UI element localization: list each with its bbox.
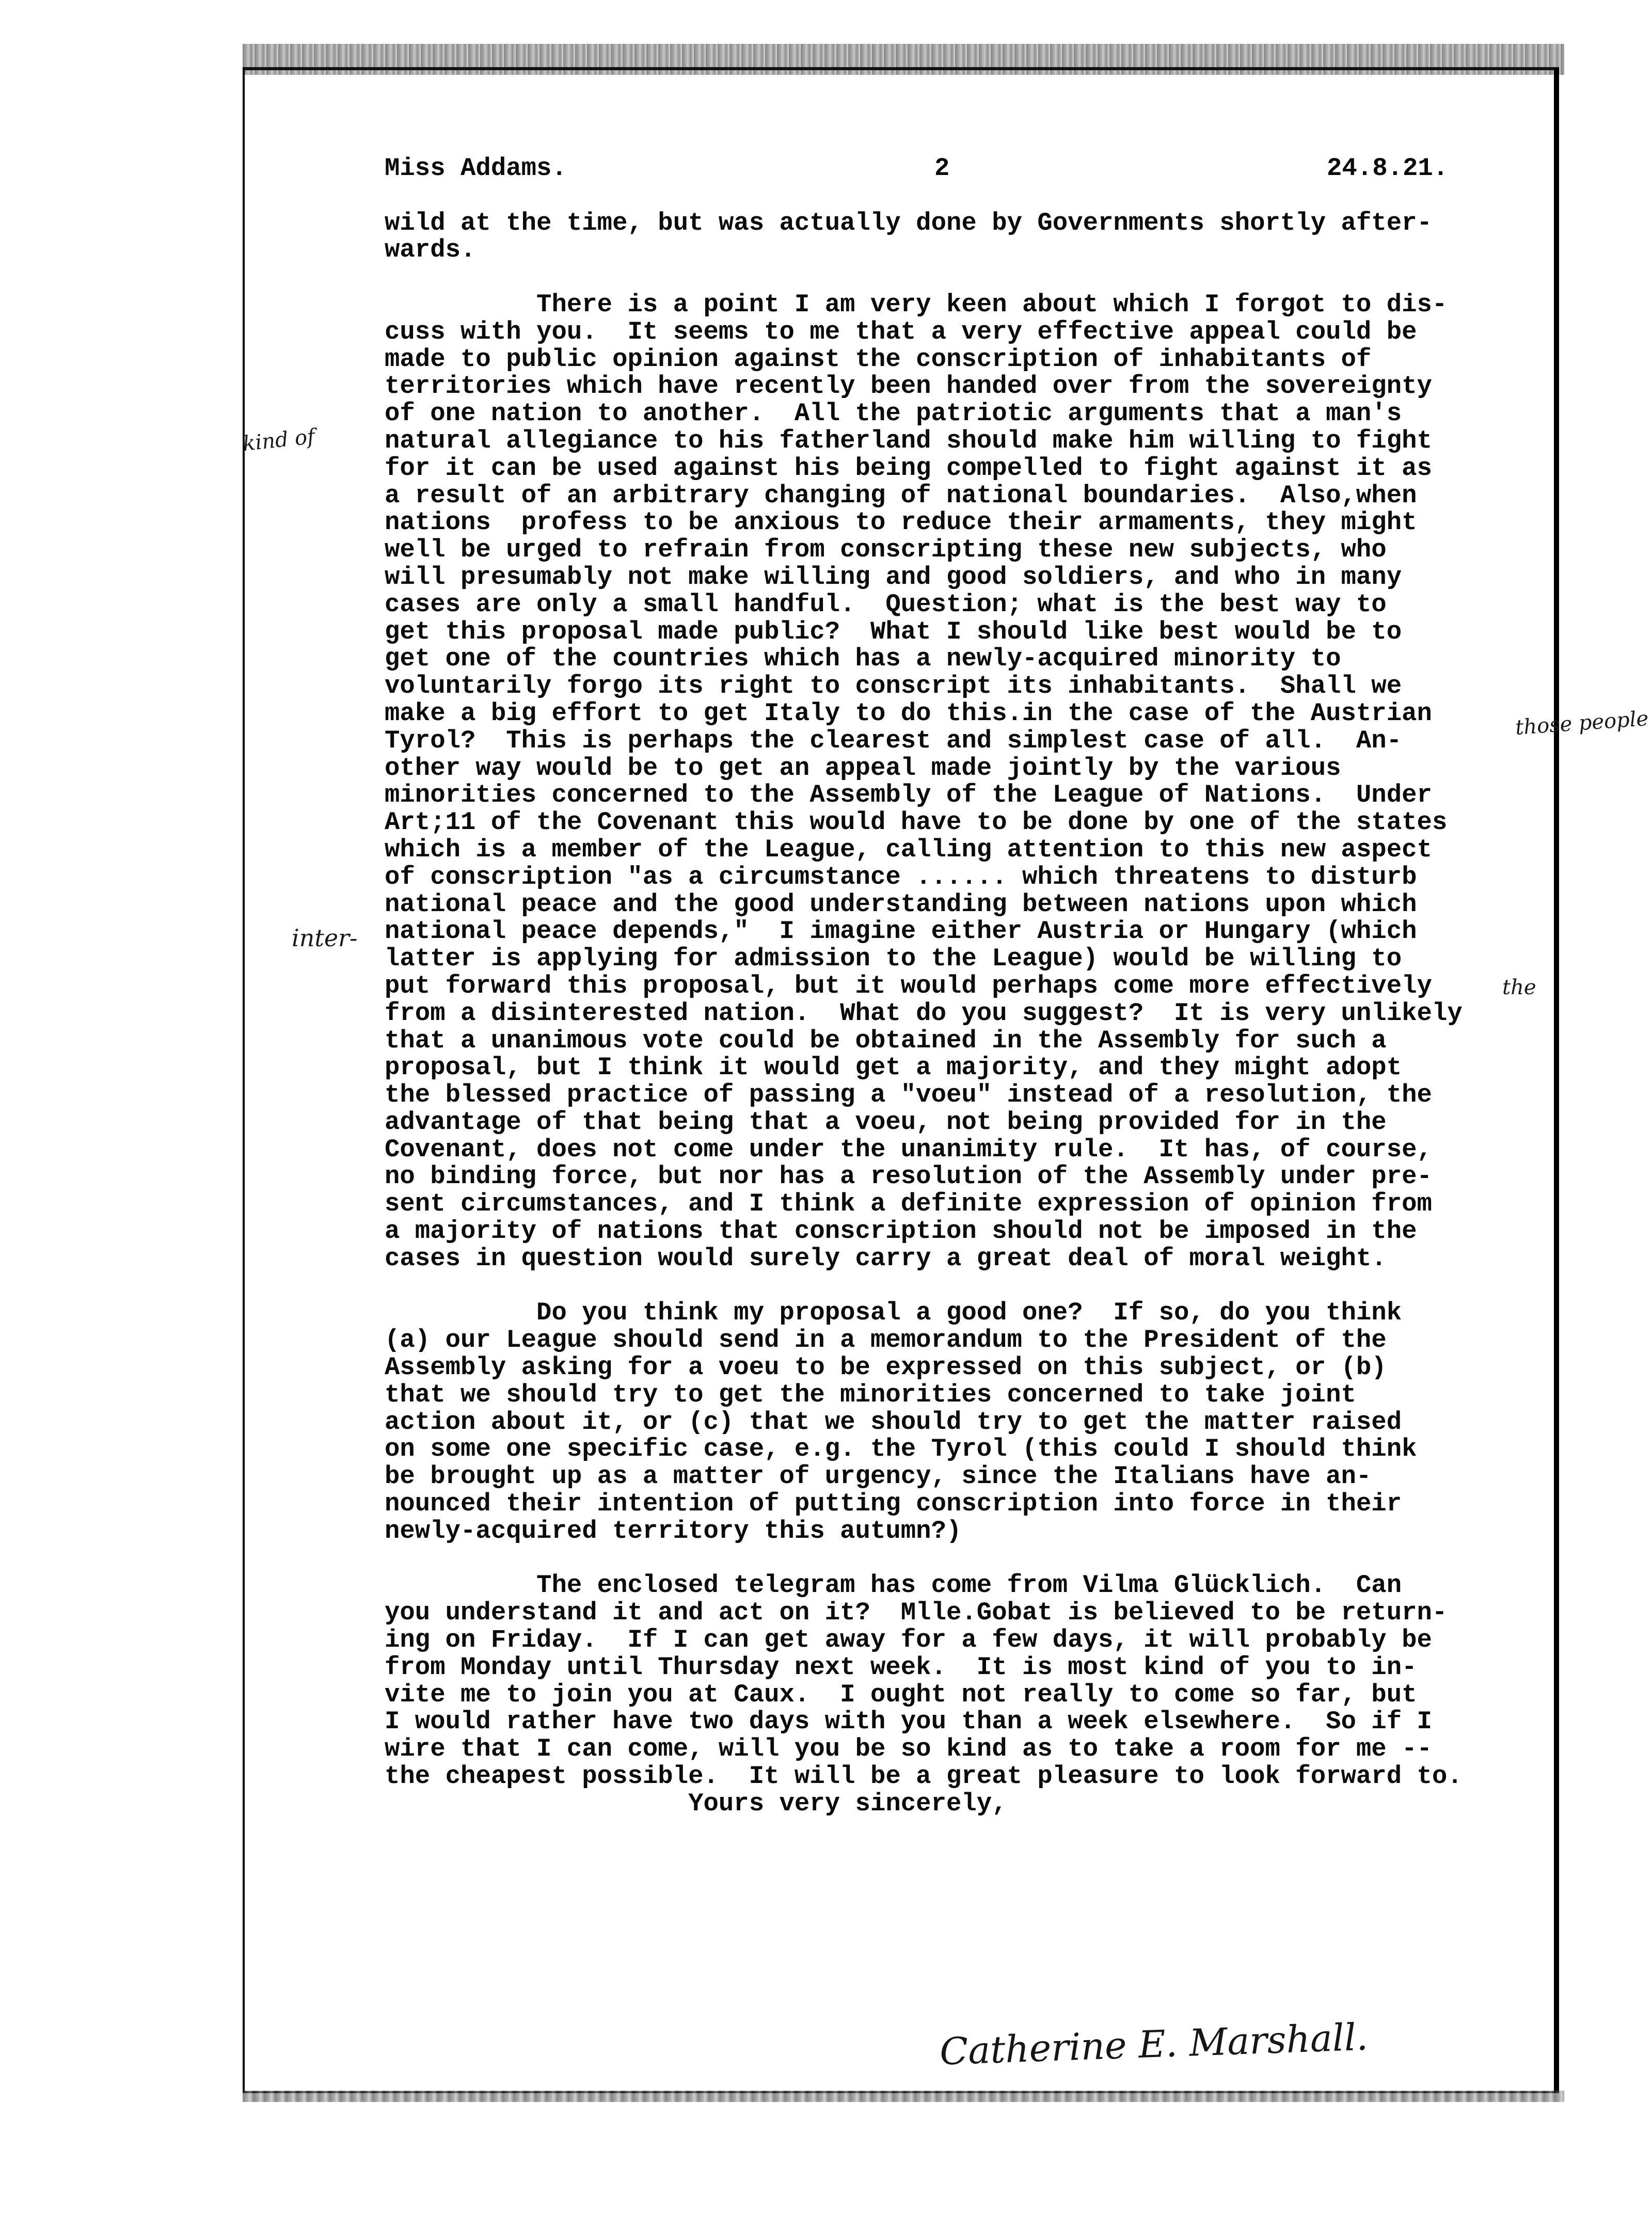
signature: Catherine E. Marshall. bbox=[939, 2015, 1369, 2074]
letter-line: get this proposal made public? What I should like best would be to bbox=[385, 617, 1402, 646]
letter-line: There is a point I am very keen about which I forgot to dis- bbox=[385, 290, 1448, 319]
letter-line: Art;11 of the Covenant this would have to be done by one of the states bbox=[385, 808, 1448, 837]
letter-line: be brought up as a matter of urgency, since the Italians have an- bbox=[385, 1462, 1372, 1491]
letter-line: national peace depends," I imagine either Austria or Hungary (which bbox=[385, 917, 1417, 946]
letter-line: of conscription "as a circumstance ...... which threatens to disturb bbox=[385, 862, 1417, 891]
margin-note-kind-of: kind of bbox=[241, 424, 316, 456]
paragraph-gap bbox=[385, 1272, 1520, 1300]
letter-line: voluntarily forgo its right to conscript its inhabitants. Shall we bbox=[385, 672, 1402, 701]
letter-line: get one of the countries which has a newly-acquired minority to bbox=[385, 644, 1341, 674]
recipient: Miss Addams. bbox=[385, 154, 567, 183]
letter-line: a majority of nations that conscription should not be imposed in the bbox=[385, 1217, 1417, 1246]
letter-line: sent circumstances, and I think a definite expression of opinion from bbox=[385, 1189, 1432, 1219]
letter-line: territories which have recently been handed over from the sovereignty bbox=[385, 372, 1432, 401]
letter-line: which is a member of the League, calling attention to this new aspect bbox=[385, 835, 1432, 864]
letter-line: proposal, but I think it would get a majority, and they might adopt bbox=[385, 1053, 1402, 1082]
letter-line: make a big effort to get Italy to do this.in the case of the Austrian bbox=[385, 698, 1432, 728]
scan-edge-bottom bbox=[243, 2091, 1564, 2102]
letter-line: minorities concerned to the Assembly of the League of Nations. Under bbox=[385, 780, 1432, 810]
letter-line: The enclosed telegram has come from Vilma Glücklich. Can bbox=[385, 1571, 1402, 1600]
letter-line: cases are only a small handful. Question; what is the best way to bbox=[385, 590, 1387, 619]
letter-line: Yours very sincerely, bbox=[385, 1789, 1007, 1818]
letter-line: made to public opinion against the conscription of inhabitants of bbox=[385, 344, 1372, 374]
letter-line: well be urged to refrain from conscripting these new subjects, who bbox=[385, 535, 1387, 565]
letter-line: you understand it and act on it? Mlle.Gobat is believed to be return- bbox=[385, 1598, 1448, 1628]
letter-line: cuss with you. It seems to me that a very effective appeal could be bbox=[385, 317, 1417, 346]
letter-line: vite me to join you at Caux. I ought not really to come so far, but bbox=[385, 1680, 1417, 1709]
letter-line: wild at the time, but was actually done by Governments shortly after- bbox=[385, 208, 1432, 237]
page-number: 2 bbox=[934, 154, 950, 183]
paragraph-gap bbox=[385, 182, 1520, 210]
letter-line: of one nation to another. All the patriotic arguments that a man's bbox=[385, 399, 1402, 428]
letter-body bbox=[385, 155, 1520, 1818]
letter-line: national peace and the good understanding between nations upon which bbox=[385, 889, 1417, 919]
letter-line: cases in question would surely carry a great deal of moral weight. bbox=[385, 1244, 1387, 1273]
margin-note-inter: inter- bbox=[292, 924, 358, 952]
letter-line: that we should try to get the minorities concerned to take joint bbox=[385, 1380, 1356, 1409]
letter-date: 24.8.21. bbox=[1327, 154, 1449, 183]
letter-line: I would rather have two days with you than a week elsewhere. So if I bbox=[385, 1707, 1432, 1737]
letter-line: no binding force, but nor has a resolution of the Assembly under pre- bbox=[385, 1162, 1432, 1191]
letter-header bbox=[385, 155, 1520, 182]
letter-line: put forward this proposal, but it would perhaps come more effectively bbox=[385, 971, 1432, 1000]
letter-line: on some one specific case, e.g. the Tyrol (this could I should think bbox=[385, 1435, 1417, 1464]
letter-line: natural allegiance to his fatherland should make him willing to fight bbox=[385, 426, 1432, 455]
paragraph-gap bbox=[385, 264, 1520, 291]
letter-line: the cheapest possible. It will be a great pleasure to look forward to. bbox=[385, 1762, 1463, 1791]
margin-note-the: the bbox=[1502, 976, 1536, 999]
letter-line: Tyrol? This is perhaps the clearest and simplest case of all. An- bbox=[385, 726, 1402, 755]
margin-note-those-people: those people bbox=[1514, 707, 1649, 740]
letter-line: a result of an arbitrary changing of national boundaries. Also,when bbox=[385, 481, 1417, 510]
letter-line: from a disinterested nation. What do you suggest? It is very unlikely bbox=[385, 998, 1463, 1028]
letter-line: Do you think my proposal a good one? If so, do you think bbox=[385, 1298, 1402, 1328]
letter-line: nations profess to be anxious to reduce their armaments, they might bbox=[385, 508, 1417, 537]
letter-line: ing on Friday. If I can get away for a few days, it will probably be bbox=[385, 1626, 1432, 1655]
letter-line: action about it, or (c) that we should try to get the matter raised bbox=[385, 1407, 1402, 1437]
letter-line: advantage of that being that a voeu, not being provided for in the bbox=[385, 1107, 1387, 1137]
letter-line: that a unanimous vote could be obtained in the Assembly for such a bbox=[385, 1026, 1387, 1055]
letter-line: latter is applying for admission to the League) would be willing to bbox=[385, 944, 1402, 974]
letter-line: for it can be used against his being compelled to fight against it as bbox=[385, 453, 1432, 483]
letter-line: wards. bbox=[385, 235, 476, 265]
letter-line: newly-acquired territory this autumn?) bbox=[385, 1516, 962, 1546]
letter-line: will presumably not make willing and good soldiers, and who in many bbox=[385, 562, 1402, 592]
letter-line: wire that I can come, will you be so kind as to take a room for me -- bbox=[385, 1734, 1432, 1764]
letter-line: nounced their intention of putting conscription into force in their bbox=[385, 1489, 1402, 1519]
letter-line: Assembly asking for a voeu to be expressed on this subject, or (b) bbox=[385, 1353, 1387, 1382]
letter-line: the blessed practice of passing a "voeu" instead of a resolution, the bbox=[385, 1080, 1432, 1110]
letter-line: other way would be to get an appeal made jointly by the various bbox=[385, 753, 1341, 783]
paragraph-gap bbox=[385, 1545, 1520, 1572]
letter-line: from Monday until Thursday next week. It is most kind of you to in- bbox=[385, 1652, 1417, 1682]
letter-line: Covenant, does not come under the unanimity rule. It has, of course, bbox=[385, 1135, 1432, 1164]
letter-line: (a) our League should send in a memorandum to the President of the bbox=[385, 1326, 1387, 1355]
